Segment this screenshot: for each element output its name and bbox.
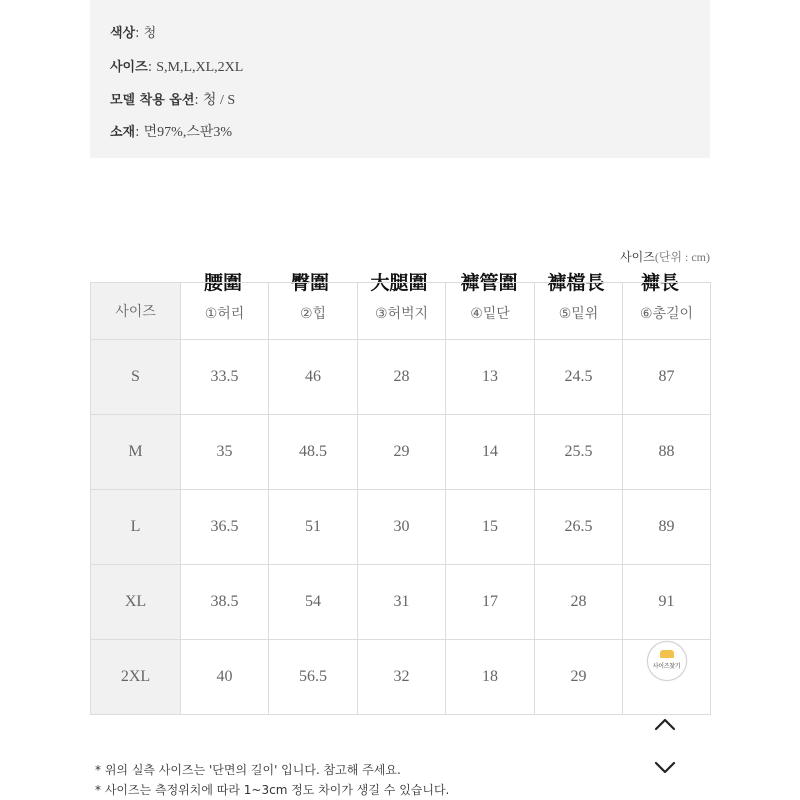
info-sep: : <box>135 125 144 140</box>
unit-caption-unit: (단위 : cm) <box>654 250 710 264</box>
info-row-color <box>110 22 156 41</box>
table-cell: 38.5 <box>181 565 269 640</box>
column-hanja-rise: 褲檔長 <box>547 272 605 294</box>
product-info-box <box>90 0 710 158</box>
table-cell: 14 <box>446 415 535 490</box>
table-cell: 35 <box>181 415 269 490</box>
table-cell: 32 <box>358 640 446 715</box>
table-cell: 18 <box>446 640 535 715</box>
size-finder-label: 사이즈찾기 <box>652 662 681 670</box>
unit-caption-label: 사이즈 <box>620 250 655 264</box>
info-row-sizes <box>110 56 243 76</box>
table-cell: 56.5 <box>269 640 358 715</box>
column-header-label: ⑥총길이 <box>639 306 694 322</box>
column-header-label: ④밑단 <box>470 306 510 322</box>
info-label: 색상 <box>110 26 136 41</box>
table-cell: 29 <box>358 415 446 490</box>
column-header-hip <box>269 283 358 340</box>
column-hanja-hip: 臀圍 <box>290 272 330 294</box>
info-sep: : <box>194 93 203 108</box>
table-cell: 46 <box>269 340 358 415</box>
table-cell: 24.5 <box>535 340 623 415</box>
info-sep: : <box>147 60 157 75</box>
size-unit-caption <box>620 248 710 265</box>
info-row-material <box>110 121 232 141</box>
table-cell: 89 <box>623 490 711 565</box>
table-cell: 28 <box>358 340 446 415</box>
chevron-down-icon <box>652 754 678 780</box>
size-finder-button[interactable] <box>647 641 687 681</box>
size-cell: 2XL <box>91 640 181 715</box>
column-hanja-length: 褲長 <box>640 272 680 294</box>
table-cell-size-finder <box>623 640 711 715</box>
info-value: 청 <box>143 26 157 41</box>
table-cell: 36.5 <box>181 490 269 565</box>
column-hanja-waist: 腰圍 <box>203 272 243 294</box>
scroll-up-button[interactable] <box>652 712 678 738</box>
column-header-rise <box>535 283 623 340</box>
size-column-header: 사이즈 <box>91 283 181 340</box>
table-cell: 26.5 <box>535 490 623 565</box>
table-cell: 30 <box>358 490 446 565</box>
column-header-hem <box>446 283 535 340</box>
table-cell: 29 <box>535 640 623 715</box>
table-cell: 88 <box>623 415 711 490</box>
size-cell: XL <box>91 565 181 640</box>
size-cell: M <box>91 415 181 490</box>
table-row <box>91 415 711 490</box>
table-cell: 48.5 <box>269 415 358 490</box>
table-cell: 15 <box>446 490 535 565</box>
table-row <box>91 490 711 565</box>
table-cell: 54 <box>269 565 358 640</box>
table-row <box>91 340 711 415</box>
table-cell: 25.5 <box>535 415 623 490</box>
column-header-thigh <box>358 283 446 340</box>
table-cell: 31 <box>358 565 446 640</box>
size-finder-icon <box>660 650 674 658</box>
table-cell: 33.5 <box>181 340 269 415</box>
table-row <box>91 640 711 715</box>
footnote-tolerance: * 사이즈는 측정위치에 따라 1~3cm 정도 차이가 생길 수 있습니다. <box>95 783 450 797</box>
info-sep: : <box>135 26 144 41</box>
column-header-label: ①허리 <box>204 306 245 322</box>
column-header-label: ③허벅지 <box>374 306 429 322</box>
column-hanja-hem: 褲管圍 <box>460 272 518 294</box>
column-header-waist <box>181 283 269 340</box>
table-cell: 28 <box>535 565 623 640</box>
info-value: 청 / S <box>202 93 236 108</box>
info-row-model-option <box>110 89 235 109</box>
table-cell: 87 <box>623 340 711 415</box>
column-hanja-thigh: 大腿圍 <box>370 272 428 294</box>
column-header-length <box>623 283 711 340</box>
footnote-cross-section: * 위의 실측 사이즈는 '단면의 길이' 입니다. 참고해 주세요. <box>95 763 401 777</box>
table-header-row <box>91 283 711 340</box>
column-header-label: ②힙 <box>299 306 327 322</box>
size-table <box>90 282 711 715</box>
table-cell: 91 <box>623 565 711 640</box>
table-cell: 51 <box>269 490 358 565</box>
table-cell: 13 <box>446 340 535 415</box>
info-label: 소재 <box>110 125 136 140</box>
column-header-label: ⑤밑위 <box>558 306 599 322</box>
size-cell: S <box>91 340 181 415</box>
size-cell: L <box>91 490 181 565</box>
info-value: S,M,L,XL,2XL <box>156 60 244 75</box>
table-cell: 17 <box>446 565 535 640</box>
info-label: 모델 착용 옵션 <box>110 93 195 108</box>
scroll-down-button[interactable] <box>652 754 678 780</box>
chevron-up-icon <box>652 712 678 738</box>
info-value: 면97%,스판3% <box>143 125 233 140</box>
info-label: 사이즈 <box>110 60 148 75</box>
table-row <box>91 565 711 640</box>
table-cell: 40 <box>181 640 269 715</box>
